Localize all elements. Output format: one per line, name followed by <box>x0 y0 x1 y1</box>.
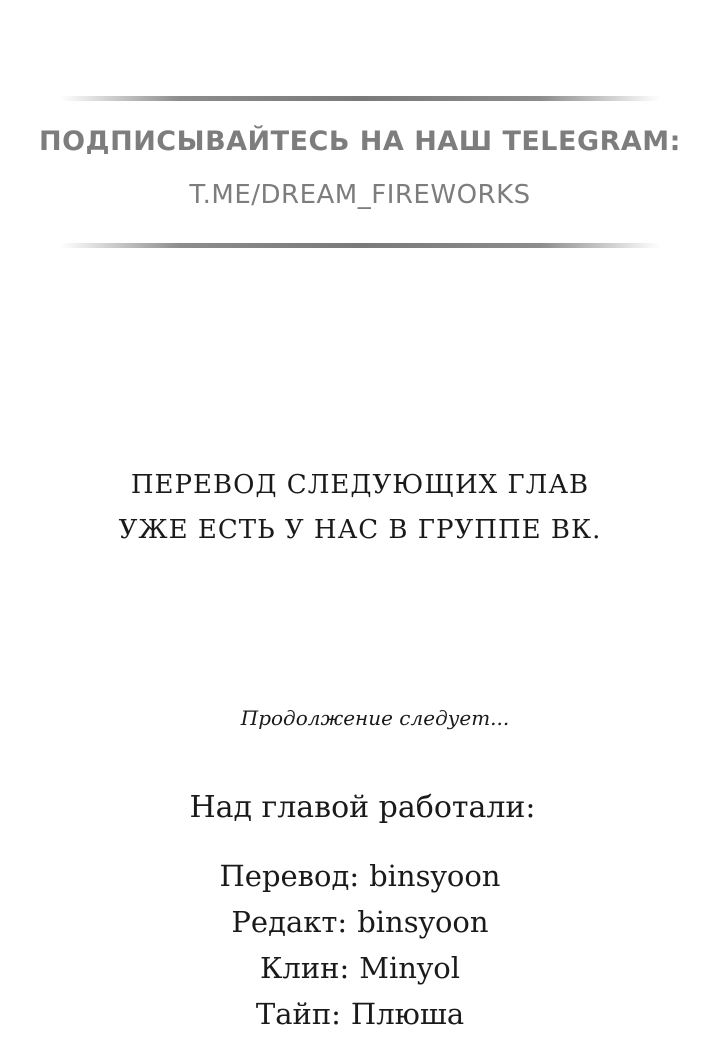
telegram-link[interactable]: T.ME/DREAM_FIREWORKS <box>189 180 531 210</box>
credit-role: Редакт: <box>231 905 348 939</box>
telegram-promo-heading: ПОДПИСЫВАЙТЕСЬ НА НАШ TELEGRAM: <box>39 126 681 157</box>
credit-translation <box>0 856 720 902</box>
next-chapters-notice-line1: ПЕРЕВОД СЛЕДУЮЩИХ ГЛАВ <box>130 470 590 500</box>
to-be-continued-text: Продолжение следует... <box>240 706 510 730</box>
next-chapters-notice-line2: УЖЕ ЕСТЬ У НАС В ГРУППЕ ВК. <box>118 515 602 545</box>
credit-role: Тайп: <box>255 997 341 1031</box>
credit-role: Клин: <box>259 951 350 985</box>
credit-role: Перевод: <box>219 859 360 893</box>
credit-name: binsyoon <box>357 905 489 939</box>
credits-list <box>0 856 720 1040</box>
top-divider <box>60 96 660 101</box>
credit-name: Плюша <box>350 997 465 1031</box>
credit-cleaning <box>0 948 720 994</box>
bottom-divider <box>60 243 660 248</box>
credits-title: Над главой работали: <box>189 790 536 825</box>
credit-typesetting <box>0 994 720 1040</box>
credit-name: binsyoon <box>369 859 501 893</box>
credit-editing <box>0 902 720 948</box>
credit-name: Minyol <box>359 951 461 985</box>
